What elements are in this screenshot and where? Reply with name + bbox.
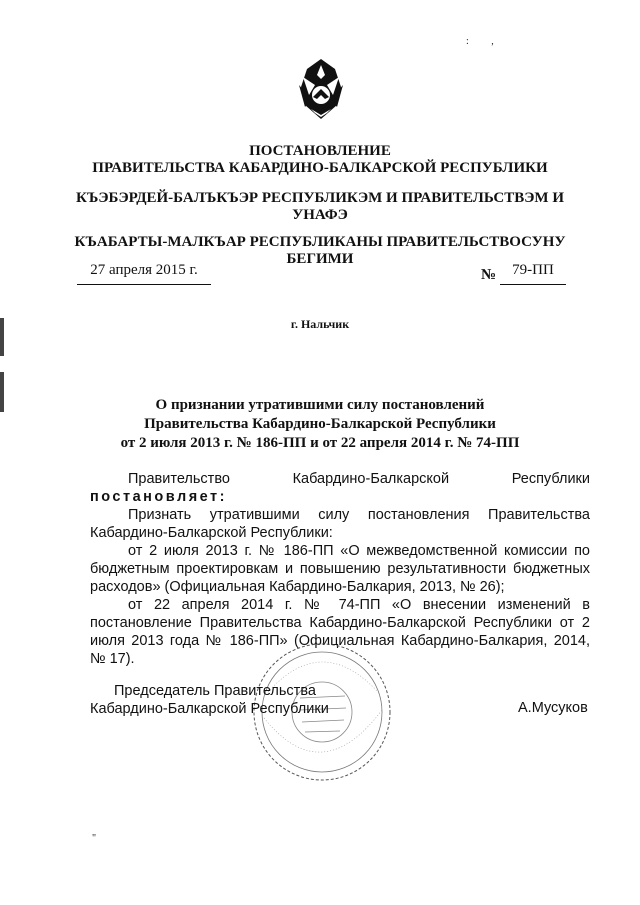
body-paragraph-3: от 2 июля 2013 г. № 186-ПП «О межведомственной комиссии по бюджетным проектировкам и повышению результативности бюджетных расходов» (Официальная Кабардино-Балкария, 2013, № 26); — [90, 543, 590, 595]
subject-line-3: от 2 июля 2013 г. № 186-ПП и от 22 апреля 2014 г. № 74-ПП — [120, 435, 520, 451]
subject-line-2: Правительства Кабардино-Балкарской Республики — [144, 416, 496, 432]
signatory-name: А.Мусуков — [518, 700, 588, 716]
edge-mark-1 — [0, 318, 4, 356]
kabardian-title — [70, 190, 570, 224]
document-subject — [90, 396, 550, 453]
balkar-title-line-2: БЕГИМИ — [286, 251, 354, 267]
decree-verb: постановляет: — [90, 489, 227, 505]
subject-line-1: О признании утратившими силу постановлений — [155, 397, 485, 413]
decree-intro: Правительство Кабардино-Балкарской Республики — [128, 471, 590, 487]
body-paragraph-1 — [90, 470, 590, 506]
signatory-position-line-1: Председатель Правительства — [114, 683, 316, 699]
body-paragraph-4: от 22 апреля 2014 г. № 74-ПП «О внесении изменений в постановление Правительства Кабардино-Балкарской Республики от 2 июля 2013 года № 186-ПП» (Официальная Кабардино-Балкария, 2014, № 17). — [90, 597, 590, 667]
scan-mark-bottom: " — [92, 833, 97, 844]
document-city: г. Нальчик — [290, 317, 350, 331]
signatory-position — [90, 682, 329, 718]
document-date: 27 апреля 2015 г. — [77, 262, 211, 285]
document-number: 79-ПП — [500, 262, 566, 285]
kabardian-title-line-1: КЪЭБЭРДЕЙ-БАЛЪКЪЭР РЕСПУБЛИКЭМ И ПРАВИТЕЛЬСТВЭМ И — [76, 190, 564, 206]
coat-of-arms-emblem-icon — [289, 55, 353, 123]
scan-mark-top: : , — [466, 36, 504, 47]
title-line-1: ПОСТАНОВЛЕНИЕ — [249, 143, 391, 159]
document-body — [90, 470, 590, 668]
kabardian-title-line-2: УНАФЭ — [292, 207, 348, 223]
body-paragraph-2: Признать утратившими силу постановления Правительства Кабардино-Балкарской Республики: — [90, 507, 590, 541]
document-title — [70, 143, 570, 177]
title-line-2: ПРАВИТЕЛЬСТВА КАБАРДИНО-БАЛКАРСКОЙ РЕСПУБЛИКИ — [92, 160, 548, 176]
edge-mark-2 — [0, 372, 4, 412]
signatory-position-line-2: Кабардино-Балкарской Республики — [90, 701, 329, 717]
number-label: № — [481, 267, 497, 283]
balkar-title-line-1: КЪАБАРТЫ-МАЛКЪАР РЕСПУБЛИКАНЫ ПРАВИТЕЛЬСТВОСУНУ — [74, 234, 566, 250]
